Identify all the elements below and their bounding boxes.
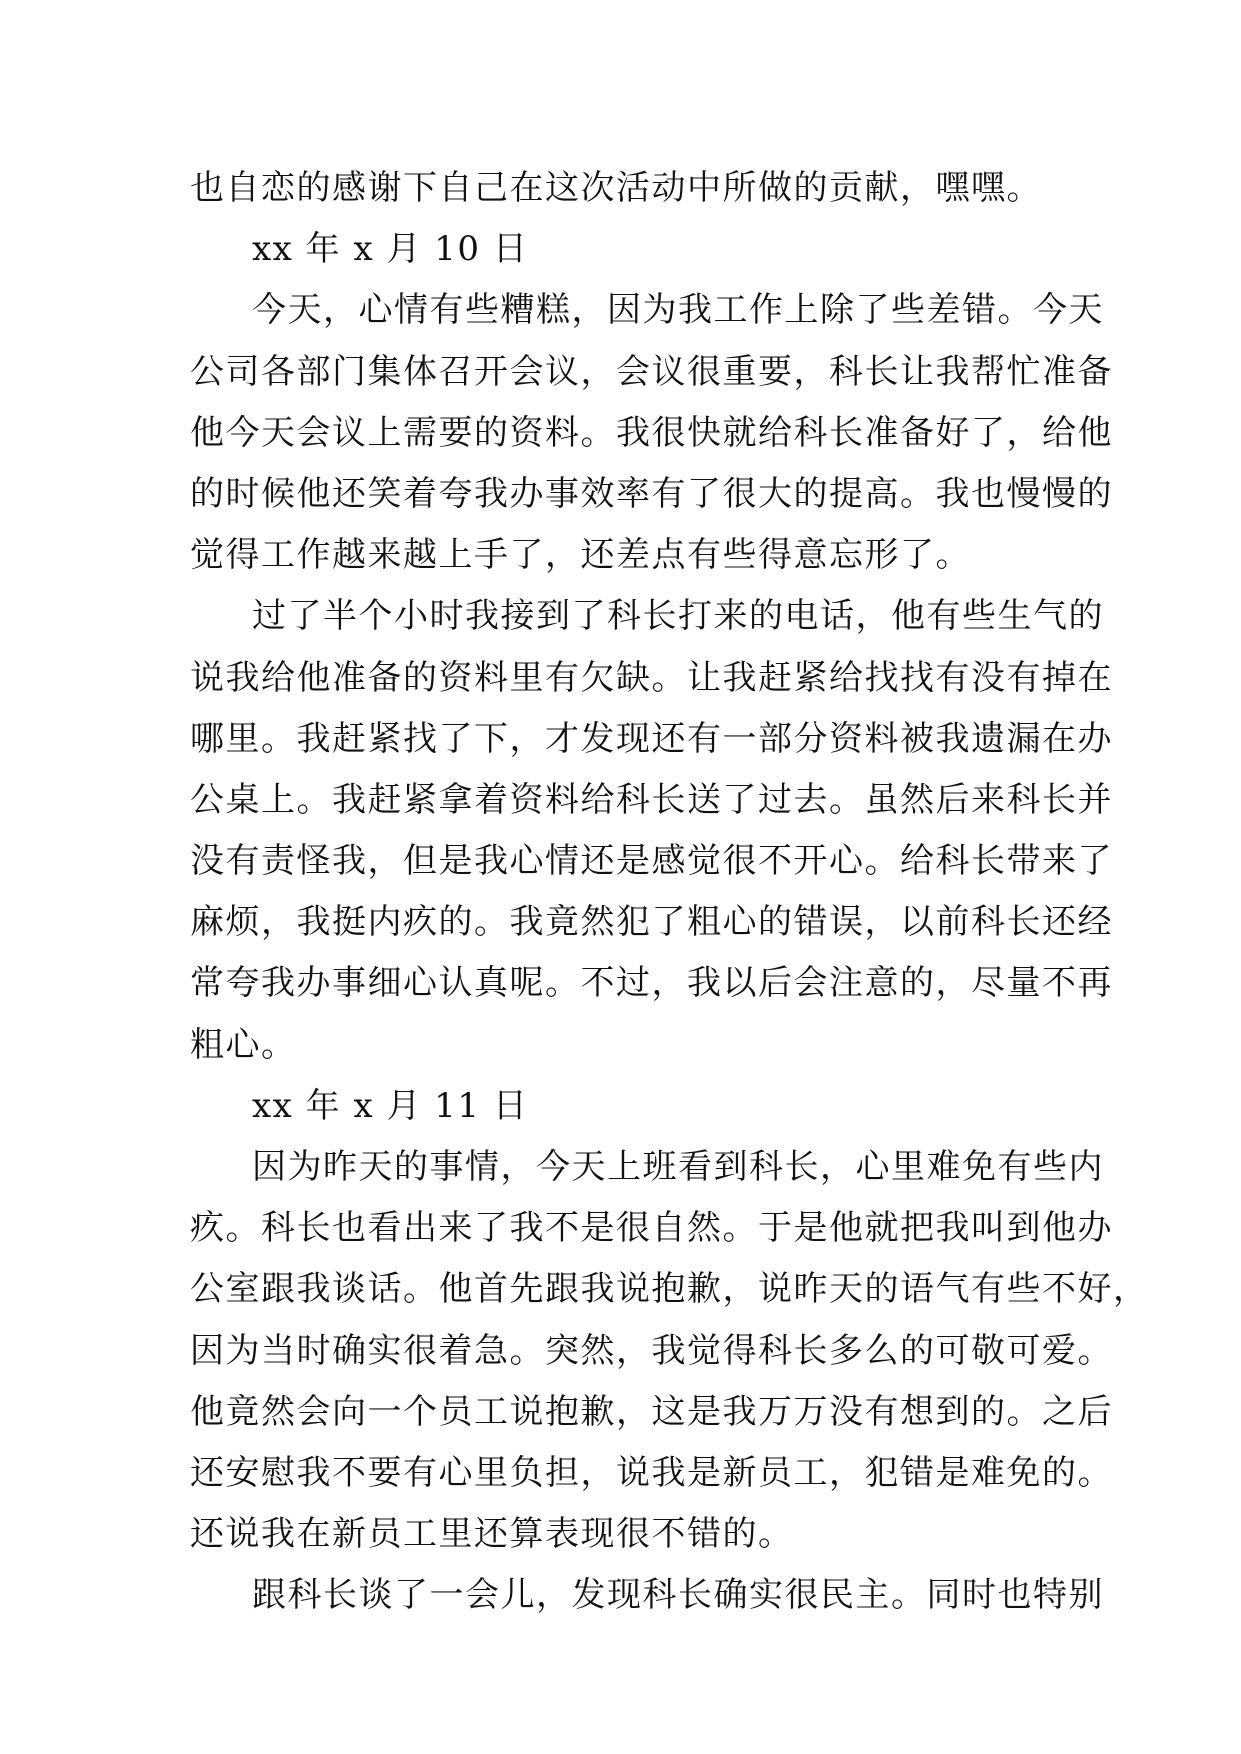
text-line: 疚。科长也看出来了我不是很自然。于是他就把我叫到他办 (190, 1208, 1113, 1249)
text-line: 麻烦，我挺内疚的。我竟然犯了粗心的错误，以前科长还经 (190, 902, 1113, 943)
text-line: xx 年 x 月 10 日 (252, 229, 529, 270)
text-line: 还安慰我不要有心里负担，说我是新员工，犯错是难免的。 (190, 1452, 1113, 1493)
text-line: 跟科长谈了一会儿，发现科长确实很民主。同时也特别 (252, 1575, 1104, 1616)
text-line: 没有责怪我，但是我心情还是感觉很不开心。给科长带来了 (190, 841, 1113, 882)
text-line: 哪里。我赶紧找了下，才发现还有一部分资料被我遗漏在办 (190, 718, 1113, 759)
text-line: 他今天会议上需要的资料。我很快就给科长准备好了，给他 (190, 412, 1113, 453)
text-line: xx 年 x 月 11 日 (252, 1085, 529, 1126)
text-line: 今天，心情有些糟糕，因为我工作上除了些差错。今天 (252, 290, 1104, 331)
text-line: 常夸我办事细心认真呢。不过，我以后会注意的，尽量不再 (190, 963, 1113, 1004)
text-line: 也自恋的感谢下自己在这次活动中所做的贡献，嘿嘿。 (190, 168, 1042, 208)
text-line: 他竟然会向一个员工说抱歉，这是我万万没有想到的。之后 (190, 1391, 1113, 1432)
document-body (190, 158, 1149, 1627)
text-line: 过了半个小时我接到了科长打来的电话，他有些生气的 (252, 596, 1104, 637)
text-line: 粗心。 (190, 1024, 297, 1065)
text-line: 因为昨天的事情，今天上班看到科长，心里难免有些内 (252, 1147, 1104, 1187)
text-line: 说我给他准备的资料里有欠缺。让我赶紧给找找有没有掉在 (190, 657, 1113, 698)
text-line: 觉得工作越来越上手了，还差点有些得意忘形了。 (190, 535, 971, 576)
text-line: 公司各部门集体召开会议，会议很重要，科长让我帮忙准备 (190, 351, 1113, 392)
text-line: 因为当时确实很着急。突然，我觉得科长多么的可敬可爱。 (190, 1330, 1113, 1371)
text-line: 还说我在新员工里还算表现很不错的。 (190, 1514, 794, 1555)
text-line: 的时候他还笑着夸我办事效率有了很大的提高。我也慢慢的 (190, 473, 1113, 514)
text-line: 公桌上。我赶紧拿着资料给科长送了过去。虽然后来科长并 (190, 779, 1113, 820)
text-line: 公室跟我谈话。他首先跟我说抱歉，说昨天的语气有些不好， (190, 1269, 1149, 1310)
